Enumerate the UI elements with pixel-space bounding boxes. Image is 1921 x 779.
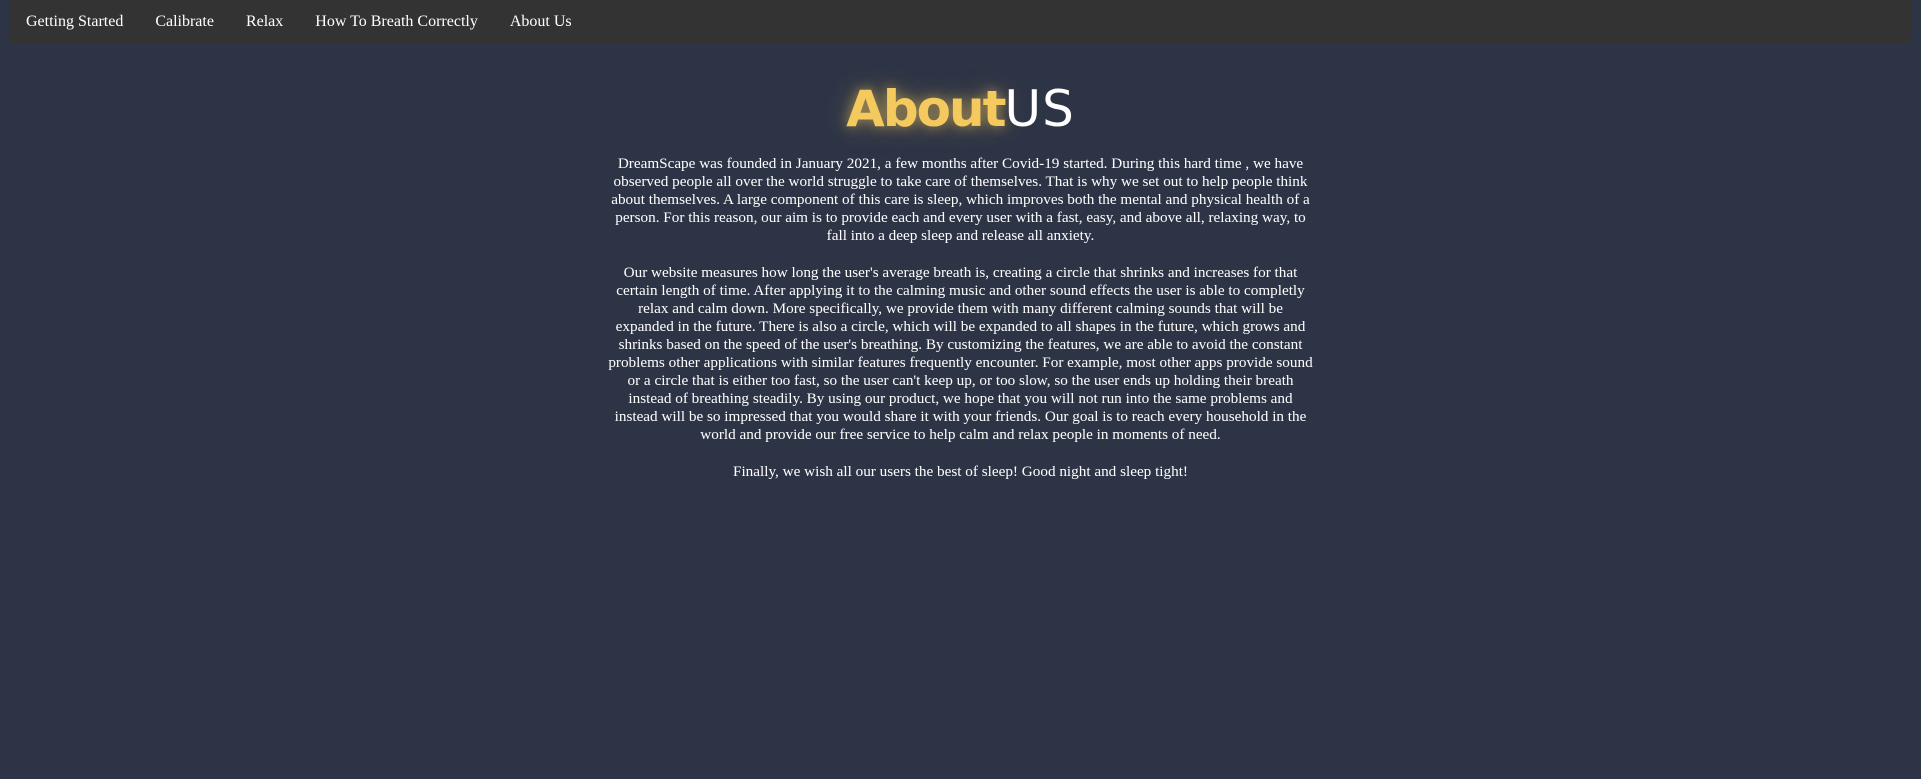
about-paragraph-closing: Finally, we wish all our users the best of sleep! Good night and sleep tight! xyxy=(733,462,1188,480)
nav-link-calibrate[interactable]: Calibrate xyxy=(155,13,214,30)
about-paragraph-founding: DreamScape was founded in January 2021, a few months after Covid-19 started. During this hard time , we have observed people all over the world struggle to take care of themselves. That is why we set out to help people think about themselves. A large component of this care is sleep, which improves both the mental and physical health of a person. For this reason, our aim is to provide each and every user with a fast, easy, and above all, relaxing way, to fall into a deep sleep and release all anxiety. xyxy=(611,155,1310,245)
page-title-about: About xyxy=(846,80,1005,138)
page-title-us: US xyxy=(1004,80,1075,138)
nav-link-getting-started[interactable]: Getting Started xyxy=(26,13,124,30)
page-title xyxy=(0,78,1921,140)
nav-link-about-us[interactable]: About Us xyxy=(509,13,572,30)
nav-link-relax[interactable]: Relax xyxy=(245,13,284,30)
about-content xyxy=(608,155,1313,499)
about-paragraph-product: Our website measures how long the user's average breath is, creating a circle that shrinks and increases for that certain length of time. After applying it to the calming music and other sound effects the user is able to completly relax and calm down. More specifically, we provide them with many different calming sounds that will be expanded in the future. There is also a circle, which will be expanded to all shapes in the future, which grows and shrinks based on the speed of the user's breathing. By customizing the features, we are able to avoid the constant problems other applications with similar features frequently encounter. For example, most other apps provide sound or a circle that is either too fast, so the user can't keep up, or too slow, so the user ends up holding their breath instead of breathing steadily. By using our product, we hope that you will not run into the same problems and instead will be so impressed that you would share it with your friends. Our goal is to reach every household in the world and provide our free service to help calm and relax people in moments of need. xyxy=(608,263,1313,444)
top-navbar xyxy=(10,0,1911,43)
nav-link-how-to-breath-correctly[interactable]: How To Breath Correctly xyxy=(315,13,478,30)
